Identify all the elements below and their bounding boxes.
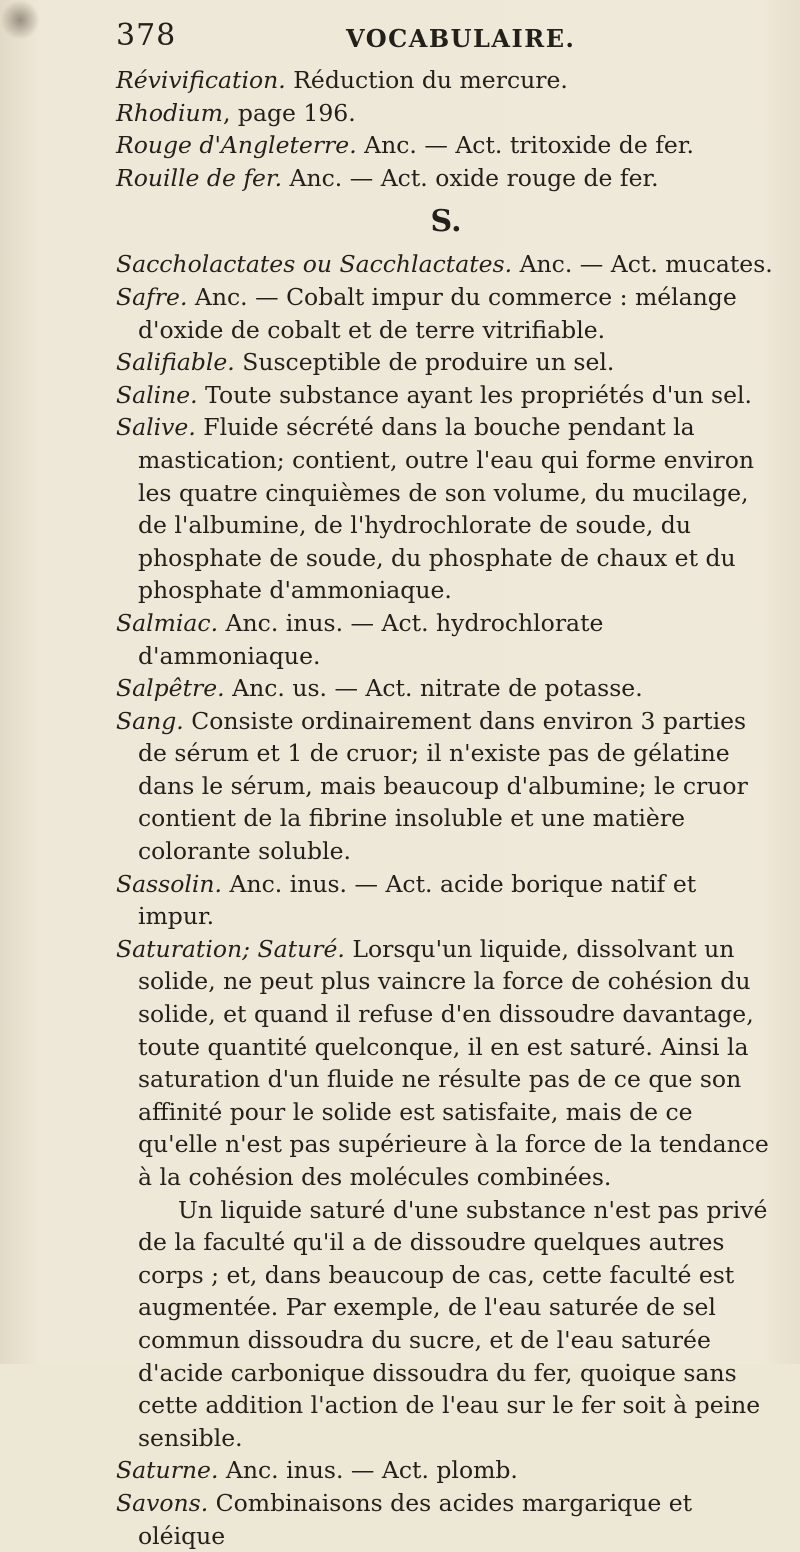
entry-revivification <box>116 64 776 97</box>
entry-definition: Lorsqu'un liquide, dissolvant un solide, ne peut plus vaincre la force de cohésion du solide, et quand il refuse d'en dissoudre davantage, toute quantité quelconque, il en est saturé. Ainsi la saturation d'un fluide ne résulte pas de ce que son affinité pour le solide est satisfaite, mais de ce qu'elle n'est pas supérieure à la force de la tendance à la cohésion des molécules combinées. <box>138 934 769 1191</box>
entry-rouge <box>116 129 776 162</box>
entry-term: Sang. <box>116 706 184 735</box>
entry-term: Salifiable. <box>116 348 235 377</box>
entry-definition: Anc. us. — Act. nitrate de potasse. <box>224 674 643 703</box>
entry-term: Révivification. <box>116 66 286 94</box>
entry-sassolin <box>116 868 776 933</box>
entry-definition: Combinaisons des acides margarique et oléique <box>138 1488 693 1550</box>
entry-term: Rouge d'Angleterre. <box>116 131 357 160</box>
entry-term: Saturne. <box>116 1456 219 1485</box>
entry-salive <box>116 411 776 607</box>
entry-term: Sassolin. <box>116 869 223 898</box>
entry-salifiable <box>116 346 776 379</box>
entry-definition: Consiste ordinairement dans environ 3 parties de sérum et 1 de cruor; il n'existe pas de gélatine dans le sérum, mais beaucoup d'albumine; le cruor contient de la fibrine insoluble et une matière colorante soluble. <box>138 706 748 866</box>
entry-salmiac <box>116 607 776 672</box>
entry-safre <box>116 281 776 346</box>
entry-definition: Fluide sécrété dans la bouche pendant la mastication; contient, outre l'eau qui forme environ les quatre cinquièmes de son volume, du mucilage, de l'albumine, de l'hydrochlorate de soude, du phosphate de soude, du phosphate de chaux et du phosphate d'ammoniaque. <box>138 413 755 605</box>
section-letter: S. <box>430 204 462 240</box>
entry-savons <box>116 1487 776 1552</box>
entry-term: Salive. <box>116 413 196 442</box>
entry-definition: Toute substance ayant les propriétés d'un sel. <box>197 380 753 409</box>
entry-definition: Susceptible de produire un sel. <box>234 348 615 377</box>
page-number: 378 <box>116 18 177 53</box>
paper-stain <box>0 0 40 40</box>
page-content <box>116 64 776 1552</box>
entry-term: Rouille de fer. <box>116 163 283 192</box>
entry-term: Savons. <box>116 1488 209 1517</box>
entry-saline <box>116 379 776 412</box>
entry-term: Safre. <box>116 282 188 311</box>
entry-term: Saline. <box>116 380 198 409</box>
entry-term: Saturation; Saturé. <box>116 934 345 963</box>
entry-definition: Anc. inus. — Act. hydrochlorate d'ammoniaque. <box>138 608 604 670</box>
page-header <box>116 18 756 62</box>
entry-saturation <box>116 933 776 1194</box>
entry-definition: Anc. inus. — Act. acide borique natif et impur. <box>138 869 697 931</box>
entry-rhodium <box>116 97 776 130</box>
entry-definition: Anc. inus. — Act. plomb. <box>218 1456 518 1485</box>
entry-sang <box>116 705 776 868</box>
entry-term: Saccholactates ou Sacchlactates. <box>116 250 513 279</box>
entry-definition: Anc. — Act. tritoxide de fer. <box>356 131 694 160</box>
entry-saturne <box>116 1454 776 1487</box>
entry-rouille <box>116 162 776 195</box>
entry-term: Salmiac. <box>116 608 219 637</box>
entry-definition: Anc. — Act. oxide rouge de fer. <box>282 163 659 192</box>
entry-definition: Anc. — Cobalt impur du commerce : mélange d'oxide de cobalt et de terre vitrifiable. <box>138 282 737 344</box>
saturation-paragraph: Un liquide saturé d'une substance n'est pas privé de la faculté qu'il a de dissoudre quelques autres corps ; et, dans beaucoup de cas, cette faculté est augmentée. Par exemple, de l'eau saturée de sel commun dissoudra du sucre, et de l'eau saturée d'acide carbonique dissoudra du fer, quoique sans cette addition l'action de l'eau sur le fer soit à peine sensible. <box>138 1195 768 1452</box>
entry-definition: , page 196. <box>222 98 356 127</box>
entry-saccholactates <box>116 248 776 281</box>
entry-salpetre <box>116 672 776 705</box>
running-head: VOCABULAIRE. <box>346 24 576 53</box>
entry-term: Rhodium <box>116 98 223 127</box>
entry-term: Salpêtre. <box>116 674 225 703</box>
entry-definition: Anc. — Act. mucates. <box>512 250 773 279</box>
entry-definition: Réduction du mercure. <box>285 66 568 94</box>
